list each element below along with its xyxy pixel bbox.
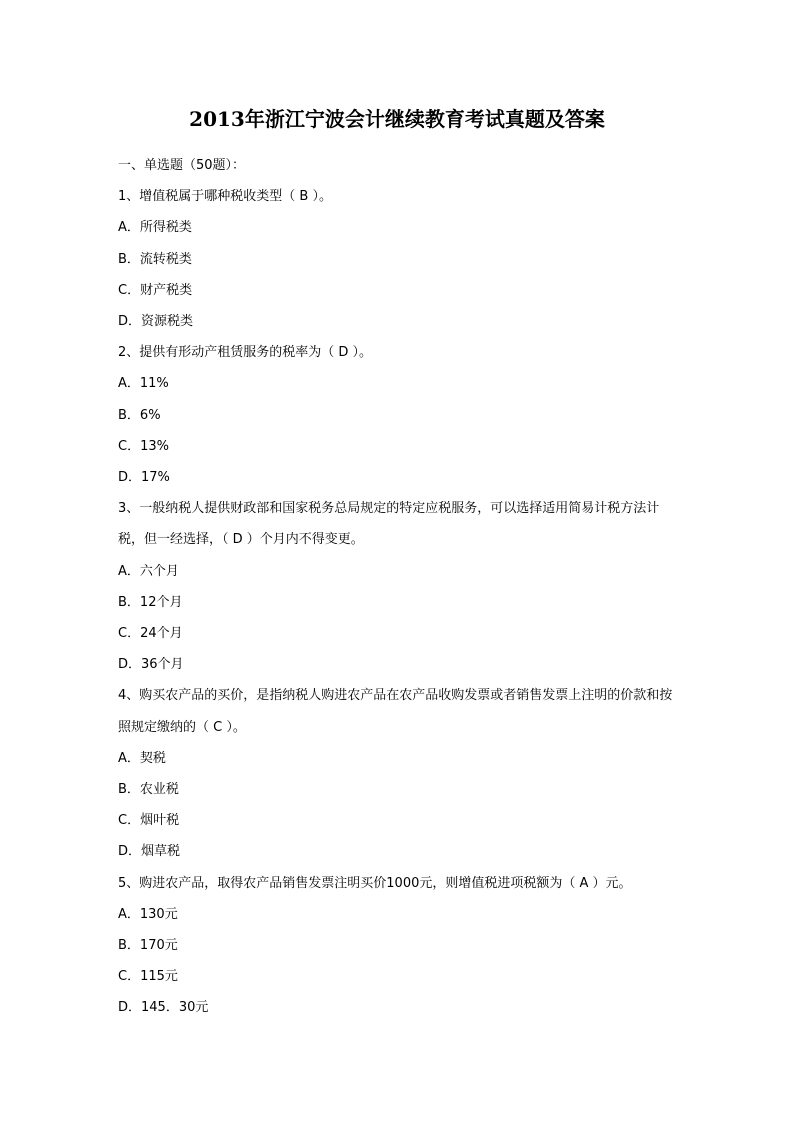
document-title: 2013年浙江宁波会计继续教育考试真题及答案 (189, 107, 605, 131)
option-d: D．145．30元 (118, 1000, 209, 1016)
option-c: C．烟叶税 (118, 813, 180, 829)
question-stem: 4、购买农产品的买价，是指纳税人购进农产品在农产品收购发票或者销售发票上注明的价款和按照规定缴纳的（ C ）。 (118, 688, 673, 735)
section-heading: 一、单选题（50题）： (118, 158, 246, 173)
option-a: A．11% (118, 376, 169, 392)
option-a: A．六个月 (118, 563, 179, 579)
question-2 (118, 337, 676, 493)
question-3 (118, 493, 676, 680)
option-b: B．农业税 (118, 782, 179, 798)
option-c: C．财产税类 (118, 282, 193, 298)
option-d: D．17% (118, 470, 170, 486)
option-b: B．170元 (118, 938, 178, 954)
option-d: D．资源税类 (118, 314, 194, 330)
question-stem: 2、提供有形动产租赁服务的税率为（ D ）。 (118, 345, 373, 361)
option-d: D．烟草税 (118, 844, 181, 860)
question-4 (118, 680, 676, 867)
option-a: A．契税 (118, 750, 166, 766)
question-1 (118, 181, 676, 337)
option-b: B．流转税类 (118, 251, 192, 267)
option-a: A．130元 (118, 906, 178, 922)
option-c: C．13% (118, 438, 169, 454)
option-c: C．115元 (118, 969, 178, 985)
option-a: A．所得税类 (118, 220, 192, 236)
option-c: C．24个月 (118, 626, 183, 642)
question-5 (118, 868, 676, 1024)
option-d: D．36个月 (118, 657, 184, 673)
question-stem: 3、一般纳税人提供财政部和国家税务总局规定的特定应税服务，可以选择适用简易计税方法计税，但一经选择，（ D ）个月内不得变更。 (118, 501, 660, 548)
question-stem: 1、增值税属于哪种税收类型（ B ）。 (118, 189, 332, 205)
option-b: B．12个月 (118, 594, 183, 610)
question-stem: 5、购进农产品，取得农产品销售发票注明买价1000元，则增值税进项税额为（ A ）元。 (118, 875, 632, 891)
option-b: B．6% (118, 407, 161, 423)
